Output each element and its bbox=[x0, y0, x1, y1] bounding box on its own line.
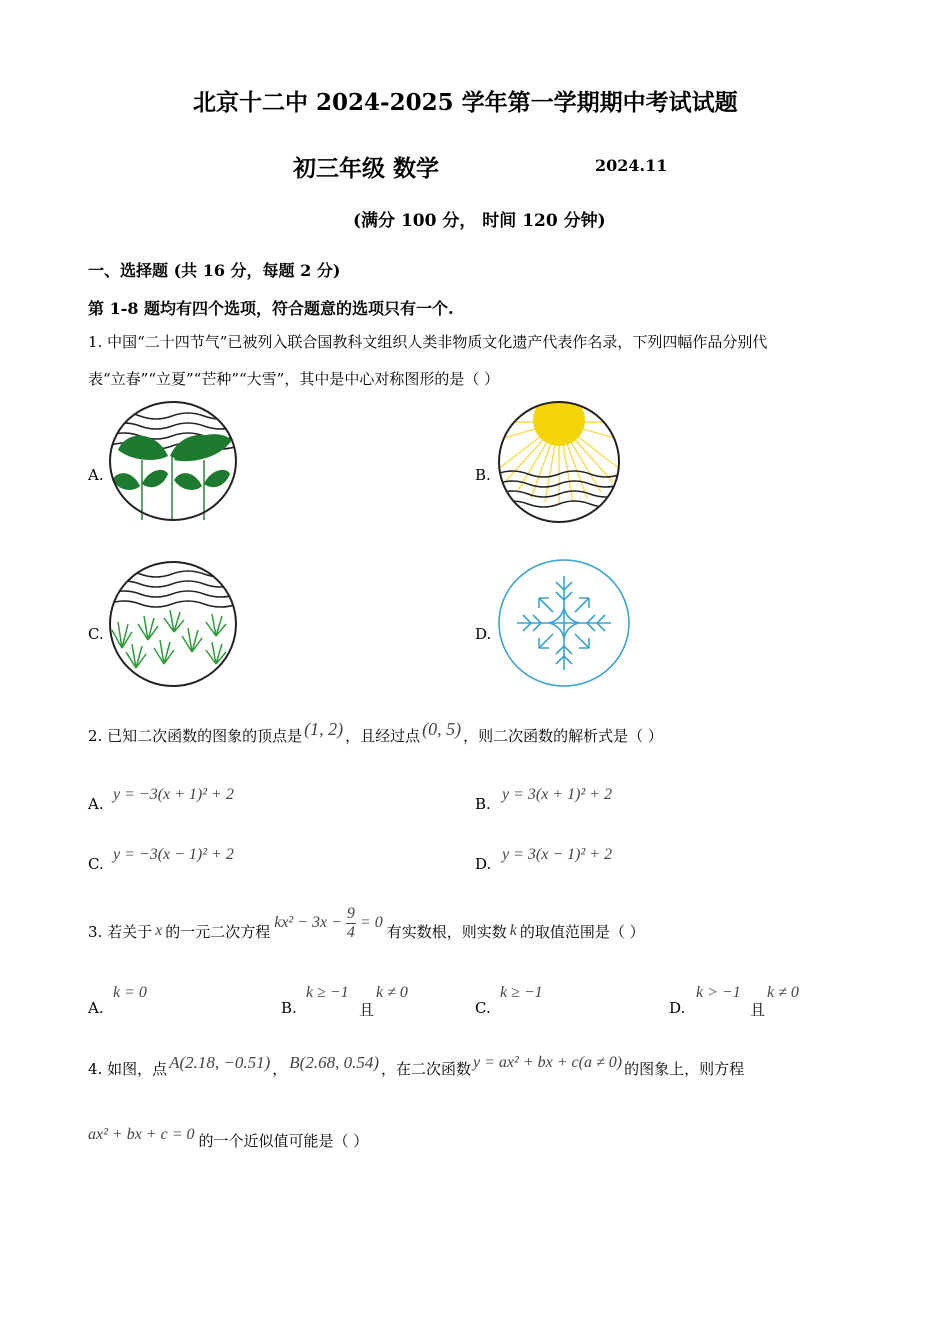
q4-equation: ax² + bx + c = 0 bbox=[88, 1125, 195, 1143]
q1-option-d-label: D. bbox=[475, 625, 492, 643]
q3-stem-mid2: 有实数根，则实数 bbox=[386, 922, 507, 941]
section-instruction: 第 1-8 题均有四个选项，符合题意的选项只有一个. bbox=[88, 299, 454, 318]
q1-option-c-label: C. bbox=[88, 625, 104, 643]
q2-vertex-point: (1, 2) bbox=[304, 719, 344, 739]
q2-option-a: y = −3(x + 1)² + 2 bbox=[113, 786, 234, 803]
q3-fraction-denominator: 4 bbox=[346, 923, 355, 941]
q2-option-a-label: A. bbox=[88, 795, 104, 813]
q3-var-k: k bbox=[509, 922, 517, 939]
q3-option-c-label: C. bbox=[475, 999, 491, 1017]
q3-option-c: k ≥ −1 bbox=[500, 984, 543, 1001]
q2-stem-mid: ，且经过点 bbox=[345, 727, 421, 745]
q4-stem-mid: ，在二次函数 bbox=[381, 1060, 472, 1078]
grade-subject: 初三年级 数学 bbox=[293, 155, 440, 182]
q3-option-b-part2: k ≠ 0 bbox=[376, 984, 408, 1001]
q3-option-d-part2: k ≠ 0 bbox=[767, 984, 799, 1001]
q2-option-b: y = 3(x + 1)² + 2 bbox=[502, 786, 613, 803]
q1-line1: 1. 中国“二十四节气”已被列入联合国教科文组织人类非物质文化遗产代表作名录，下列四幅作品分别代 bbox=[88, 333, 768, 351]
q3-fraction-numerator: 9 bbox=[346, 904, 355, 922]
q2-option-b-label: B. bbox=[475, 795, 491, 813]
q2-stem bbox=[88, 719, 663, 746]
q2-stem-post: ，则二次函数的解析式是（ ） bbox=[463, 727, 663, 745]
q2-stem-pre: 2. 已知二次函数的图象的顶点是 bbox=[88, 727, 303, 745]
q3-equation-left: kx² − 3x − bbox=[274, 914, 342, 931]
q4-line2 bbox=[88, 1125, 369, 1151]
exam-title: 北京十二中 2024-2025 学年第一学期期中考试试题 bbox=[193, 89, 738, 116]
q1-option-b-label: B. bbox=[475, 466, 491, 484]
q3-stem-post: 的取值范围是（ ） bbox=[519, 922, 645, 941]
snowflake-figure bbox=[497, 558, 631, 688]
q3-option-b-part1: k ≥ −1 bbox=[306, 984, 349, 1001]
q2-option-c: y = −3(x − 1)² + 2 bbox=[113, 846, 234, 863]
q2-passing-point: (0, 5) bbox=[422, 719, 462, 739]
q4-point-b: B(2.68, 0.54) bbox=[289, 1052, 380, 1072]
q3-option-d-and: 且 bbox=[750, 1001, 766, 1019]
section-heading: 一、选择题 (共 16 分，每题 2 分) bbox=[88, 261, 341, 280]
q3-var-x: x bbox=[155, 922, 163, 939]
q3-equation-right: = 0 bbox=[359, 914, 383, 931]
q3-stem-pre: 3. 若关于 bbox=[88, 922, 153, 941]
q4-stem-post: 的图象上，则方程 bbox=[624, 1060, 745, 1078]
q4-point-a: A(2.18, −0.51) bbox=[169, 1052, 271, 1072]
q2-option-c-label: C. bbox=[88, 855, 104, 873]
q4-stem-pre: 4. 如图，点 bbox=[88, 1060, 168, 1078]
q3-stem bbox=[88, 905, 645, 957]
q1-line2: 表“立春”“立夏”“芒种”“大雪”，其中是中心对称图形的是（ ） bbox=[88, 370, 500, 388]
q3-option-b-label: B. bbox=[281, 999, 297, 1017]
q3-option-a: k = 0 bbox=[113, 984, 147, 1001]
q4-line2-post: 的一个近似值可能是（ ） bbox=[198, 1132, 369, 1150]
q3-stem-mid1: 的一元二次方程 bbox=[165, 922, 271, 941]
q4-stem-comma: ， bbox=[272, 1060, 288, 1078]
spring-sprouts-figure bbox=[108, 400, 238, 522]
summer-sun-figure bbox=[497, 400, 621, 524]
exam-info: (满分 100 分， 时间 120 分钟) bbox=[353, 211, 606, 231]
q4-stem bbox=[88, 1052, 745, 1079]
q2-option-d: y = 3(x − 1)² + 2 bbox=[502, 846, 613, 863]
q1-option-a-label: A. bbox=[88, 466, 104, 484]
grain-grass-figure bbox=[108, 560, 238, 688]
exam-date: 2024.11 bbox=[595, 156, 668, 175]
q3-option-a-label: A. bbox=[88, 999, 104, 1017]
q2-option-d-label: D. bbox=[475, 855, 492, 873]
q3-option-b-and: 且 bbox=[359, 1001, 375, 1019]
q3-fraction bbox=[346, 906, 356, 941]
q3-option-d-label: D. bbox=[669, 999, 686, 1017]
q3-option-d-part1: k > −1 bbox=[696, 984, 741, 1001]
q4-function: y = ax² + bx + c(a ≠ 0) bbox=[473, 1053, 623, 1071]
